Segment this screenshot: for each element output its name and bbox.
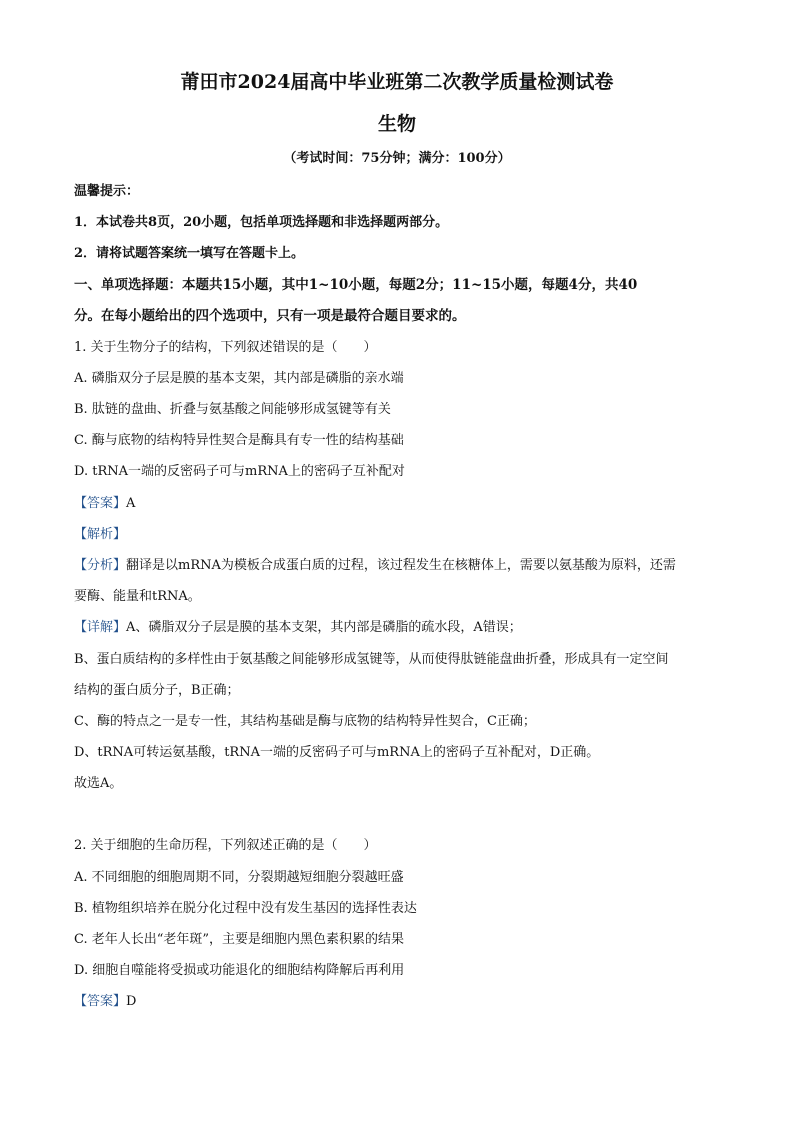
fenxi-text: 翻译是以mRNA为模板合成蛋白质的过程，该过程发生在核糖体上，需要以氨基酸为原料，还需: [126, 558, 676, 573]
question-stem: 1. 关于生物分子的结构，下列叙述错误的是（ ）: [74, 340, 377, 355]
tip-item: 2．请将试题答案统一填写在答题卡上。: [74, 246, 305, 261]
detail-line: [74, 619, 522, 637]
answer-line: [74, 495, 135, 513]
subject-title: 生物: [377, 113, 416, 135]
answer-value: A: [126, 496, 136, 511]
exam-info: （考试时间：75分钟；满分：100分）: [283, 151, 511, 166]
analysis-tag: 【解析】: [74, 527, 127, 542]
tip-item: 1．本试卷共8页，20小题，包括单项选择题和非选择题两部分。: [74, 215, 449, 230]
detail-a: A、磷脂双分子层是膜的基本支架，其内部是磷脂的疏水段，A错误；: [126, 620, 522, 635]
detail-tag: 【详解】: [74, 620, 127, 635]
conclusion: 故选A。: [74, 776, 123, 791]
section-heading: 一、单项选择题：本题共15小题，其中1~10小题，每题2分；11~15小题，每题4分，共40: [74, 277, 638, 293]
answer-line: [74, 993, 136, 1011]
answer-tag: 【答案】: [74, 496, 127, 511]
detail-c: C、酶的特点之一是专一性，其结构基础是酶与底物的结构特异性契合，C正确；: [74, 714, 536, 729]
question-stem: 2. 关于细胞的生命历程，下列叙述正确的是（ ）: [74, 838, 377, 853]
answer-tag: 【答案】: [74, 994, 127, 1009]
fenxi-tag: 【分析】: [74, 558, 127, 573]
detail-b-cont: 结构的蛋白质分子，B正确；: [74, 683, 240, 698]
option-d: D. tRNA一端的反密码子可与mRNA上的密码子互补配对: [74, 464, 405, 479]
option-d: D. 细胞自噬能将受损或功能退化的细胞结构降解后再利用: [74, 963, 405, 978]
option-a: A. 不同细胞的细胞周期不同，分裂期越短细胞分裂越旺盛: [74, 870, 404, 885]
option-b: B. 植物组织培养在脱分化过程中没有发生基因的选择性表达: [74, 901, 417, 916]
option-c: C. 老年人长出“老年斑”，主要是细胞内黑色素积累的结果: [74, 932, 405, 947]
exam-title: 莆田市2024届高中毕业班第二次教学质量检测试卷: [180, 71, 614, 93]
option-b: B. 肽链的盘曲、折叠与氨基酸之间能够形成氢键等有关: [74, 402, 391, 417]
fenxi-text-cont: 要酶、能量和tRNA。: [74, 589, 201, 604]
answer-value: D: [126, 994, 137, 1009]
fenxi-line: [74, 557, 676, 575]
section-heading-cont: 分。在每小题给出的四个选项中，只有一项是最符合题目要求的。: [74, 308, 466, 324]
option-c: C. 酶与底物的结构特异性契合是酶具有专一性的结构基础: [74, 433, 404, 448]
option-a: A. 磷脂双分子层是膜的基本支架，其内部是磷脂的亲水端: [74, 371, 404, 386]
detail-d: D、tRNA可转运氨基酸，tRNA一端的反密码子可与mRNA上的密码子互补配对，D正确。: [74, 745, 600, 760]
tips-heading: 温馨提示：: [74, 184, 140, 199]
detail-b: B、蛋白质结构的多样性由于氨基酸之间能够形成氢键等，从而使得肽链能盘曲折叠，形成具有一定空间: [74, 652, 669, 667]
